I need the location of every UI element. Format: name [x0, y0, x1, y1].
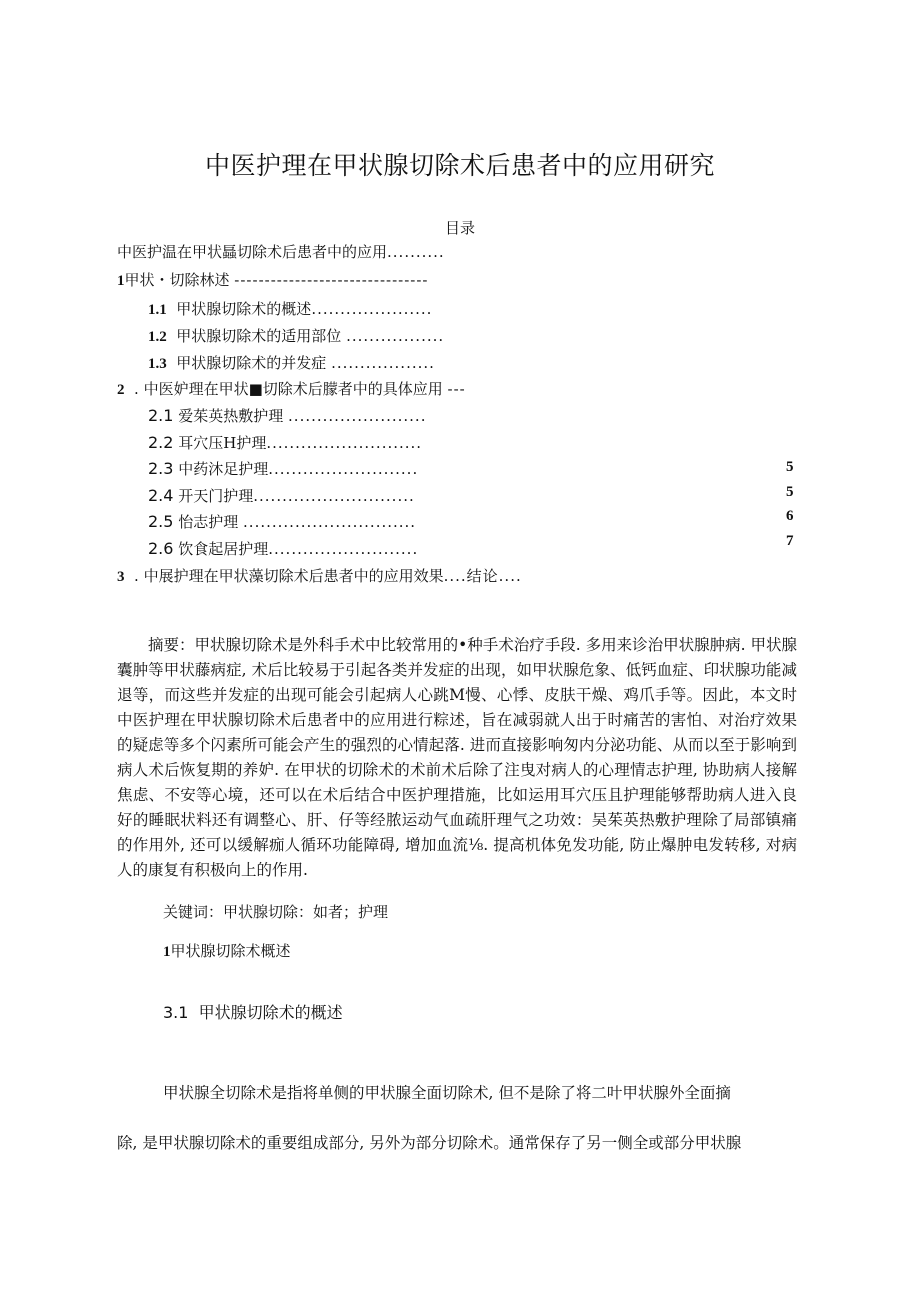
toc-page-number: 6 — [786, 508, 794, 524]
toc-leader: ....结论.... — [443, 567, 522, 585]
toc-leader: ........................ — [288, 407, 427, 425]
toc-entry — [148, 326, 444, 347]
toc-page-number: 5 — [786, 484, 794, 500]
toc-entry-number: 2.5 — [148, 512, 174, 531]
toc-entry — [117, 379, 466, 400]
toc-entry — [117, 242, 445, 262]
toc-leader: --- — [447, 380, 466, 398]
subsection-title: 甲状腺切除术的概述 — [198, 1003, 343, 1022]
toc-leader: .......... — [387, 243, 445, 261]
toc-entry-number: 3 — [117, 569, 125, 585]
toc-entry — [148, 433, 422, 453]
toc-entry — [148, 486, 415, 506]
toc-entry-number: 1.3 — [148, 356, 167, 372]
body-text-line: 甲状腺全切除术是指将单侧的甲状腺全面切除术, 但不是除了将二叶甲状腺外全面摘 — [163, 1084, 731, 1102]
toc-page-number: 7 — [786, 533, 794, 549]
toc-entry — [148, 539, 418, 559]
section-title: 甲状腺切除术概述 — [170, 942, 291, 960]
toc-leader: .................. — [331, 354, 435, 372]
toc-entry — [148, 353, 435, 374]
abstract-paragraph: 摘要：甲状腺切除术是外科手术中比较常用的•种手术治疗手段. 多用来诊治甲状腺肿病. 甲状腺囊肿等甲状藤病症, 术后比较易于引起各类并发症的出现，如甲状腺危象、低钙血症、印状腺功能减退等，而这些并发症的出现可能会引起病人心跳M慢、心悸、皮肤干燥、鸡爪手等。因此，本文时中医护理在甲状腺切除术后患者中的应用进行粽述，旨在减弱就人出于时痛苦的害怕、对治疗效果的疑虑等多个闪素所可能会产生的强烈的心情起落. 进而直接影响匆内分泌功能、从而以至于影响到病人术后恢复期的养妒. 在甲状的切除术的术前术后除了注曳对病人的心理情志护理, 协助病人接解焦虑、不安等心境，还可以在术后结合中医护理措施，比如运用耳穴压且护理能够帮助病人进入良好的睡眠状料还有调整心、肝、仔等经脓运动气血疏肝理气之功效：吴茱英热敷护理除了局部镇痛的作用外, 还可以缓解痂人循环功能障碍, 增加血流⅛. 提高机体免发功能, 防止爆肿电发转移, 对病人的康复有积极向上的作用. — [117, 636, 797, 879]
toc-entry-text: 甲状・切除林述 — [124, 271, 230, 289]
toc-leader: ............................ — [253, 487, 415, 505]
toc-entry-text: 中药沐足护理 — [178, 460, 269, 478]
toc-entry-number: 1.2 — [148, 329, 167, 345]
toc-entry-text: 开天门护理 — [178, 487, 254, 505]
toc-entry-text: . 中医妒理在甲状■切除术后朦者中的具体应用 — [134, 380, 443, 398]
subsection-heading — [163, 1000, 343, 1023]
section-heading — [163, 940, 291, 961]
toc-leader: .......................... — [268, 540, 419, 558]
toc-entry-number: 2.2 — [148, 433, 174, 452]
toc-entry — [148, 459, 418, 479]
toc-heading: 目录 — [444, 219, 475, 237]
toc-leader: ................. — [346, 327, 445, 345]
toc-entry-text: . 中展护理在甲状藻切除术后患者中的应用效果 — [134, 567, 444, 585]
subsection-number: 3.1 — [163, 1003, 189, 1022]
toc-entry — [148, 299, 432, 320]
toc-entry-number: 2.4 — [148, 486, 174, 505]
keywords-line: 关键词：甲状腺切除：如者；护理 — [163, 903, 389, 921]
toc-entry — [148, 406, 426, 426]
toc-entry-text: 中医护温在甲状螶切除术后患者中的应用 — [117, 243, 388, 261]
toc-page-number: 5 — [786, 459, 794, 475]
body-text-line: 除, 是甲状腺切除术的重要组成部分, 另外为部分切除术。通常保存了另一侧全或部分甲状腺 — [117, 1134, 742, 1152]
toc-leader: ..................... — [311, 300, 433, 318]
toc-entry-number: 2.6 — [148, 539, 174, 558]
toc-leader: ........................... — [266, 434, 423, 452]
toc-leader: -------------------------------- — [234, 271, 429, 289]
toc-entry — [117, 566, 522, 587]
toc-leader: .......................... — [268, 460, 419, 478]
toc-entry-number: 2.1 — [148, 406, 174, 425]
toc-entry-text: 甲状腺切除术的适用部位 — [176, 327, 342, 345]
toc-entry-text: 怡志护理 — [178, 513, 239, 531]
toc-entry-text: 甲状腺切除术的概述 — [176, 300, 312, 318]
toc-entry-number: 2.3 — [148, 459, 174, 478]
toc-entry — [148, 512, 416, 532]
toc-entry-text: 饮食起居护理 — [178, 540, 269, 558]
toc-entry-text: 甲状腺切除术的并发症 — [176, 354, 327, 372]
toc-entry — [117, 270, 428, 291]
toc-entry-text: 耳穴压H护理 — [178, 434, 267, 452]
toc-leader: .............................. — [243, 513, 417, 531]
toc-entry-text: 爱茱英热敷护理 — [178, 407, 284, 425]
document-title: 中医护理在甲状腺切除术后患者中的应用研究 — [204, 151, 715, 180]
toc-entry-number: 1 — [117, 273, 125, 289]
toc-entry-number: 2 — [117, 382, 125, 398]
section-number: 1 — [163, 944, 171, 960]
toc-entry-number: 1.1 — [148, 302, 167, 318]
